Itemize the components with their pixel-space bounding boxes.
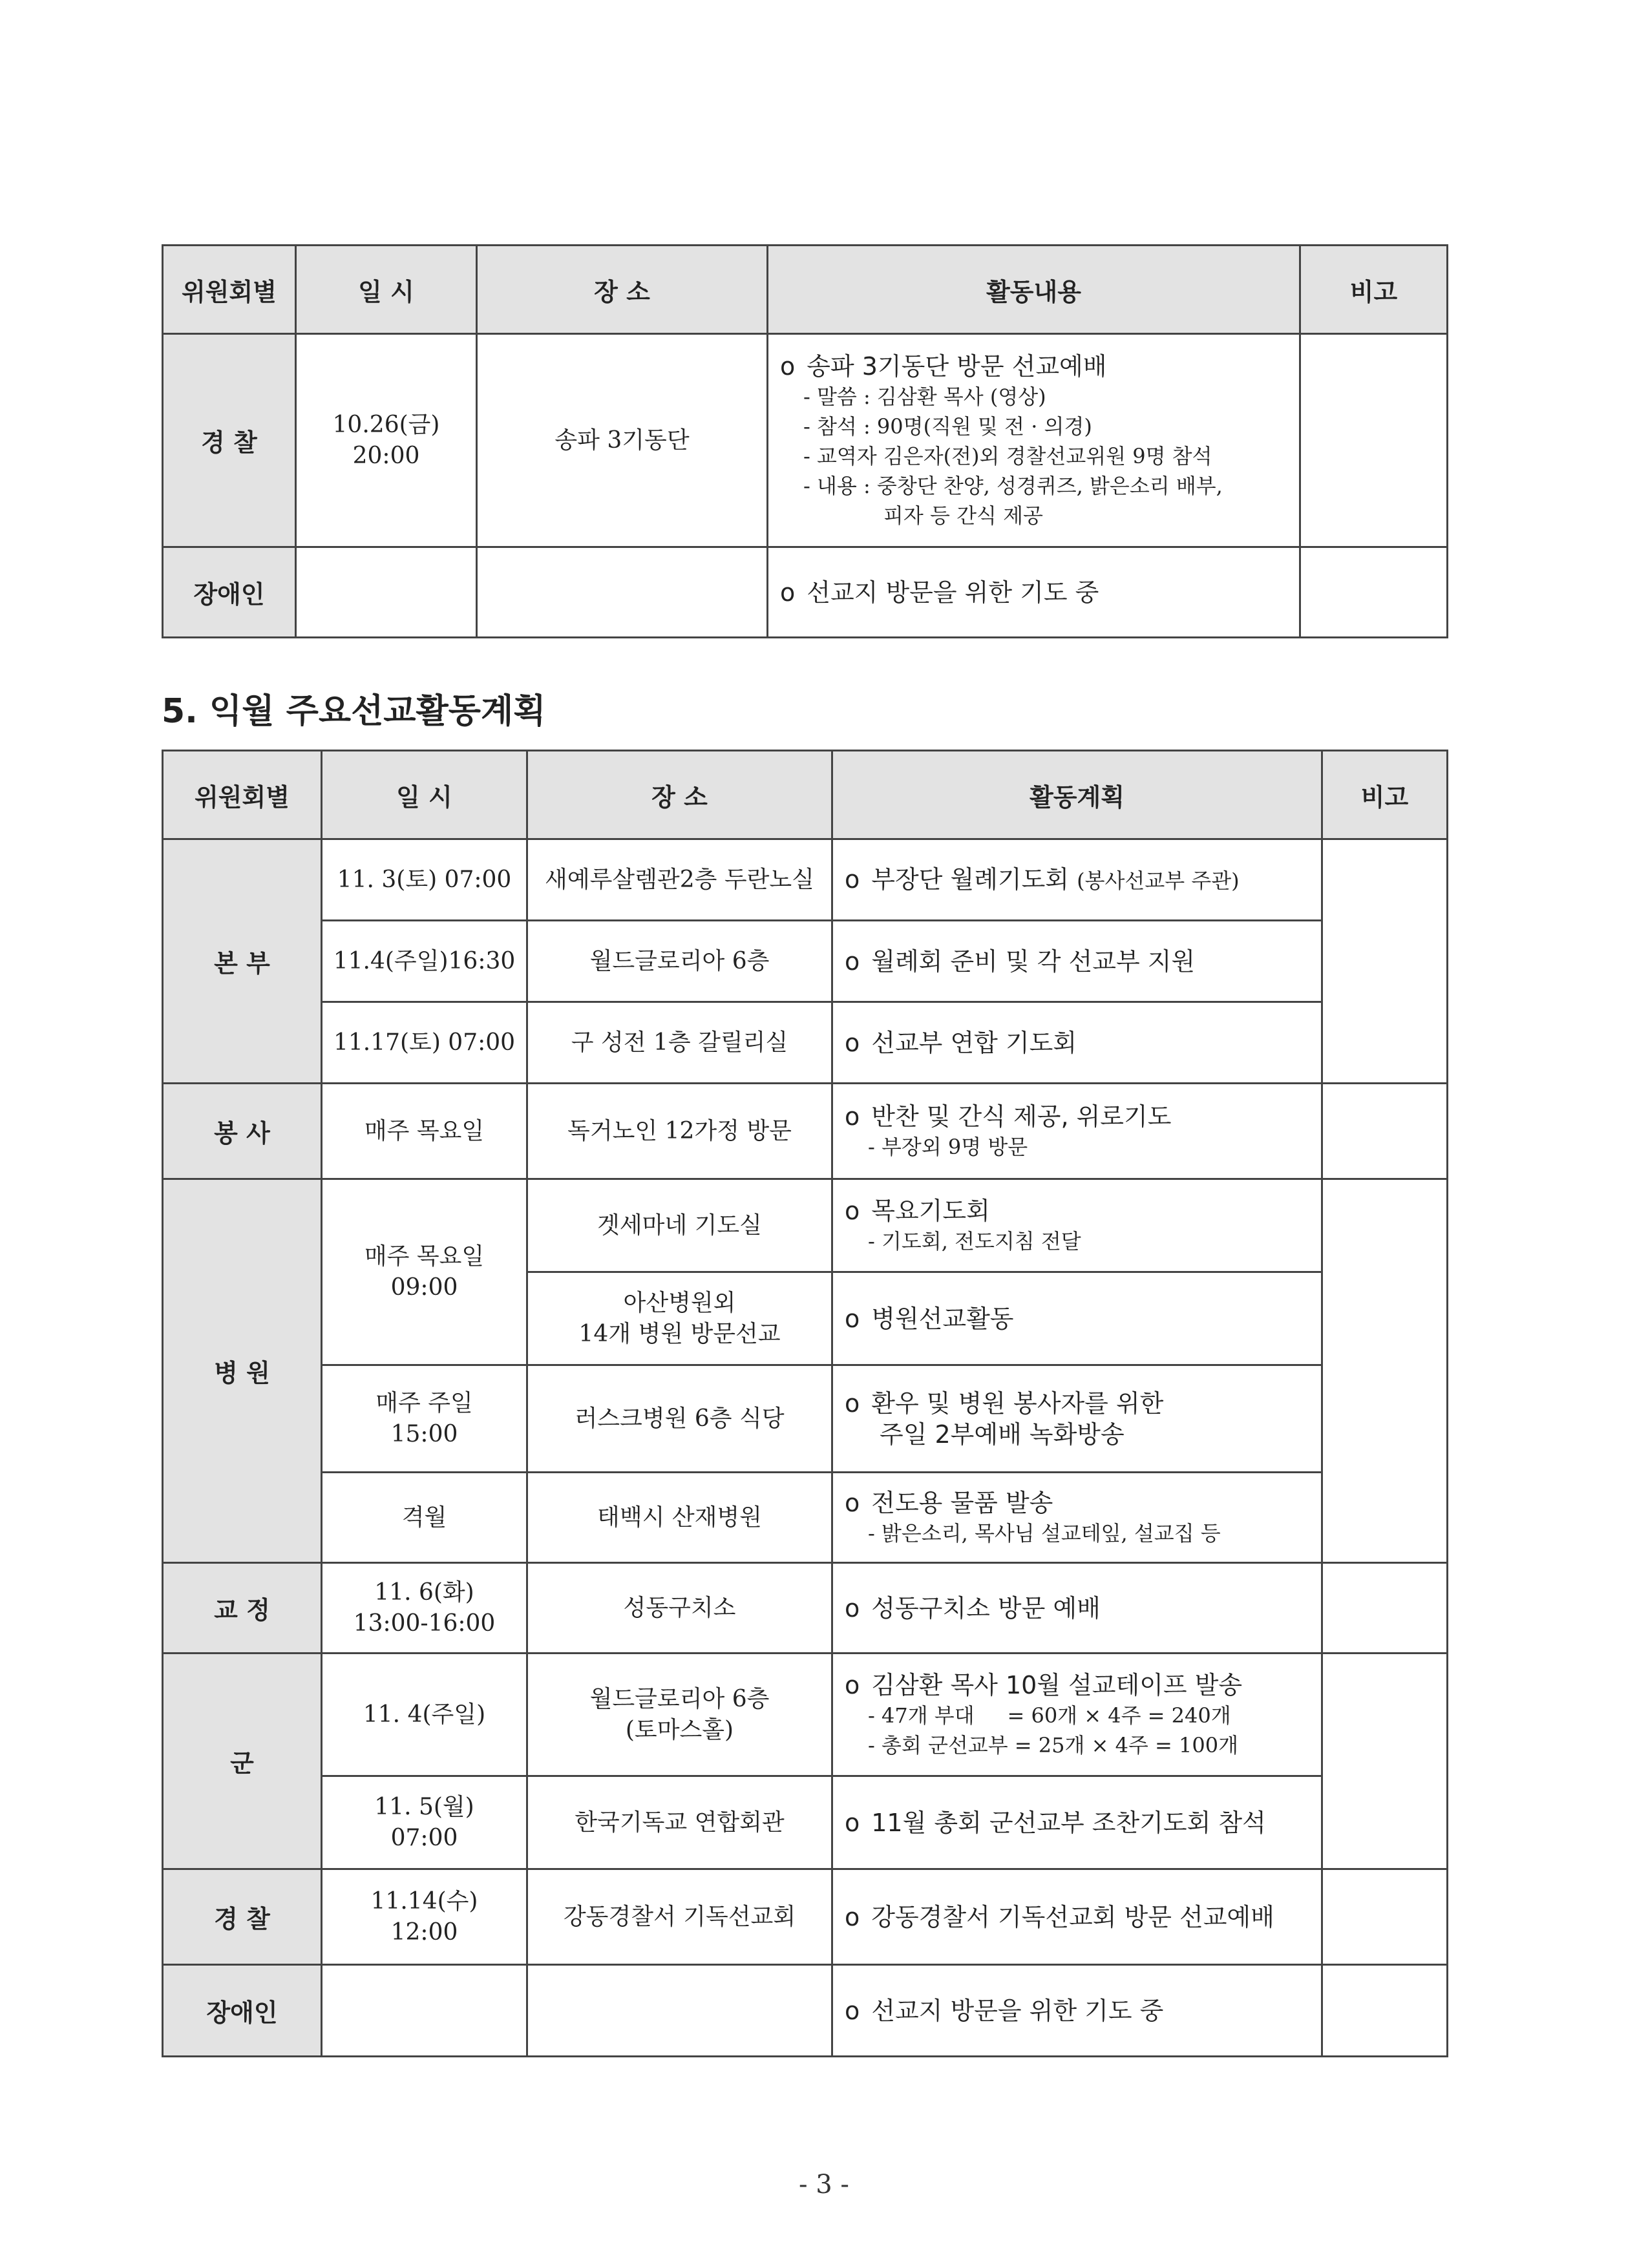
place-cell: 아산병원외 14개 병원 방문선교 [527,1272,832,1365]
remarks-cell [1322,839,1448,1084]
committee-cell: 경 찰 [163,1869,322,1965]
place-cell: 강동경찰서 기독선교회 [527,1869,832,1965]
date-cell [296,547,477,638]
place-cell: 독거노인 12가정 방문 [527,1084,832,1179]
table-row [163,921,1448,1002]
plan-cell: o 11월 총회 군선교부 조찬기도회 참석 [832,1776,1322,1869]
header-remarks: 비고 [1322,751,1448,839]
place-cell: 월드글로리아 6층 (토마스홀) [527,1654,832,1776]
bullet-icon: o [845,865,860,894]
header-plan: 활동계획 [832,751,1322,839]
page-number: - 3 - [799,2170,849,2200]
place-cell: 한국기독교 연합회관 [527,1776,832,1869]
table-row [163,1473,1448,1563]
bullet-icon: o [845,947,860,976]
plan-cell: o 부장단 월례기도회 (봉사선교부 주관) [832,839,1322,921]
header-place: 장 소 [477,246,768,334]
place-cell [477,547,768,638]
date-cell: 10.26(금) 20:00 [296,334,477,547]
plan-cell: o 병원선교활동 [832,1272,1322,1365]
date-cell: 11. 3(토) 07:00 [322,839,527,921]
date-cell: 격월 [322,1473,527,1563]
plan-cell: o 김삼환 목사 10월 설교테이프 발송 - 47개 부대 = 60개 × 4주 = 240개 - 총회 군선교부 = 25개 × 4주 = 100개 [832,1654,1322,1776]
table-row [163,1654,1448,1776]
committee-cell: 경 찰 [163,334,296,547]
remarks-cell [1300,547,1448,638]
bullet-icon: o [845,1902,860,1931]
activity-plan-table [162,750,1448,2057]
bullet-icon: o [845,1389,860,1418]
bullet-icon: o [845,1488,860,1517]
bullet-icon: o [845,1593,860,1622]
remarks-cell [1322,1084,1448,1179]
plan-cell: o 환우 및 병원 봉사자를 위한 주일 2부예배 녹화방송 [832,1365,1322,1473]
table-row [163,1869,1448,1965]
plan-cell: o 선교부 연합 기도회 [832,1002,1322,1084]
content-cell: o 송파 3기동단 방문 선교예배 - 말씀 : 김삼환 목사 (영상) - 참석 : 90명(직원 및 전 · 의경) - 교역자 김은자(전)외 경찰선교위원 9명 참석 - 내용 : 중창단 찬양, 성경퀴즈, 밝은소리 배부, 피자 등 간식 제공 [768,334,1300,547]
table-row [163,1179,1448,1272]
bullet-icon: o [845,1808,860,1837]
place-cell: 새예루살렘관2층 두란노실 [527,839,832,921]
place-cell: 러스크병원 6층 식당 [527,1365,832,1473]
place-cell: 태백시 산재병원 [527,1473,832,1563]
header-committee: 위원회별 [163,246,296,334]
remarks-cell [1322,1965,1448,2057]
committee-cell: 봉 사 [163,1084,322,1179]
place-cell: 송파 3기동단 [477,334,768,547]
bullet-icon: o [845,1670,860,1699]
bullet-icon: o [845,1028,860,1057]
bullet-icon: o [845,1996,860,2025]
date-cell: 11. 5(월) 07:00 [322,1776,527,1869]
plan-cell: o 월례회 준비 및 각 선교부 지원 [832,921,1322,1002]
table-row [163,1965,1448,2057]
bullet-icon: o [780,352,796,381]
date-cell: 11.17(토) 07:00 [322,1002,527,1084]
plan-cell: o 전도용 물품 발송 - 밝은소리, 목사님 설교테잎, 설교집 등 [832,1473,1322,1563]
place-cell [527,1965,832,2057]
place-cell: 월드글로리아 6층 [527,921,832,1002]
header-place: 장 소 [527,751,832,839]
committee-cell: 장애인 [163,547,296,638]
committee-cell: 본 부 [163,839,322,1084]
remarks-cell [1322,1563,1448,1654]
remarks-cell [1322,1654,1448,1869]
remarks-cell [1300,334,1448,547]
section-heading: 5. 익월 주요선교활동계획 [162,692,546,731]
date-cell: 매주 목요일 09:00 [322,1179,527,1365]
plan-cell: o 성동구치소 방문 예배 [832,1563,1322,1654]
table-row [163,547,1448,638]
place-cell: 구 성전 1층 갈릴리실 [527,1002,832,1084]
bullet-icon: o [845,1304,860,1333]
bullet-icon: o [780,578,796,607]
date-cell [322,1965,527,2057]
committee-cell: 병 원 [163,1179,322,1563]
date-cell: 11.4(주일)16:30 [322,921,527,1002]
bullet-icon: o [845,1102,860,1131]
plan-cell: o 강동경찰서 기독선교회 방문 선교예배 [832,1869,1322,1965]
date-cell: 11. 4(주일) [322,1654,527,1776]
place-cell: 성동구치소 [527,1563,832,1654]
remarks-cell [1322,1869,1448,1965]
table-row [163,334,1448,547]
table-row [163,1776,1448,1869]
content-cell: o 선교지 방문을 위한 기도 중 [768,547,1300,638]
date-cell: 매주 목요일 [322,1084,527,1179]
plan-cell: o 반찬 및 간식 제공, 위로기도 - 부장외 9명 방문 [832,1084,1322,1179]
date-cell: 11.14(수) 12:00 [322,1869,527,1965]
header-remarks: 비고 [1300,246,1448,334]
committee-cell: 교 정 [163,1563,322,1654]
committee-cell: 군 [163,1654,322,1869]
date-cell: 매주 주일 15:00 [322,1365,527,1473]
table-header-row [163,751,1448,839]
table-row [163,1084,1448,1179]
header-committee: 위원회별 [163,751,322,839]
table-header-row [163,246,1448,334]
activity-report-table [162,244,1448,638]
table-row [163,1002,1448,1084]
date-cell: 11. 6(화) 13:00-16:00 [322,1563,527,1654]
table-row [163,1365,1448,1473]
committee-cell: 장애인 [163,1965,322,2057]
place-cell: 겟세마네 기도실 [527,1179,832,1272]
remarks-cell [1322,1179,1448,1563]
table-row [163,839,1448,921]
header-date: 일 시 [322,751,527,839]
header-content: 활동내용 [768,246,1300,334]
bullet-icon: o [845,1196,860,1225]
header-date: 일 시 [296,246,477,334]
plan-cell: o 선교지 방문을 위한 기도 중 [832,1965,1322,2057]
table-row [163,1563,1448,1654]
plan-cell: o 목요기도회 - 기도회, 전도지침 전달 [832,1179,1322,1272]
